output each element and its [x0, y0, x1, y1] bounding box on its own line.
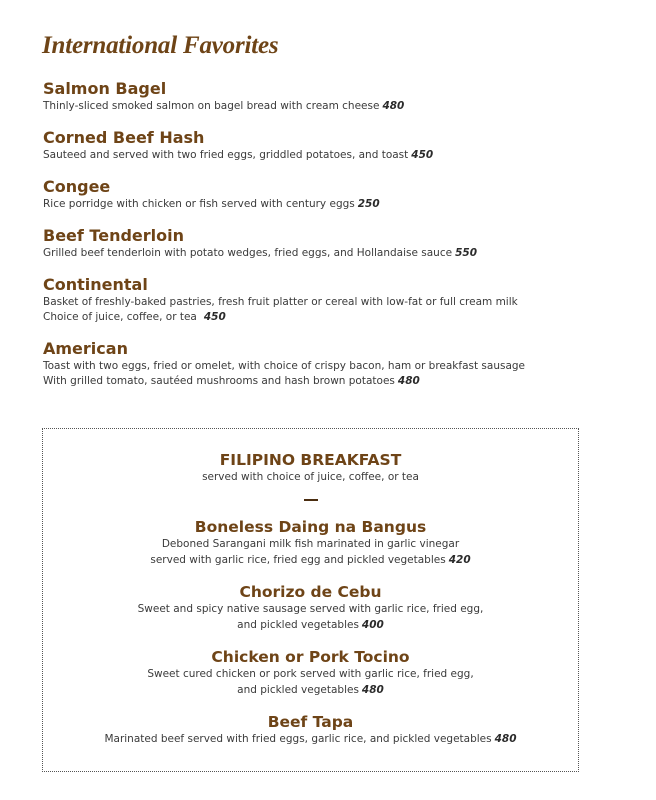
item-price: 420 [448, 553, 471, 566]
menu-item-chicken-or-pork-tocino [43, 647, 578, 698]
section-title-international: International Favorites [42, 32, 279, 59]
item-description: Basket of freshly-baked pastries, fresh fruit platter or cereal with low-fat or full cream milk Choice of juice, coffee, or tea 450 [43, 296, 518, 323]
item-description: Grilled beef tenderloin with potato wedges, fried eggs, and Hollandaise sauce 550 [43, 247, 477, 259]
item-description: Sweet cured chicken or pork served with garlic rice, fried egg, and pickled vegetables 480 [147, 668, 474, 696]
item-price: 450 [411, 149, 434, 161]
item-description: Deboned Sarangani milk fish marinated in garlic vinegar served with garlic rice, fried egg and pickled vegetables 420 [150, 538, 471, 566]
item-price: 480 [397, 375, 420, 387]
item-price: 250 [357, 198, 380, 210]
item-description: Thinly-sliced smoked salmon on bagel bread with cream cheese 480 [43, 100, 405, 112]
menu-item-beef-tapa [43, 712, 578, 748]
item-price: 450 [203, 311, 226, 323]
item-name: Beef Tenderloin [43, 226, 185, 245]
item-price: 480 [494, 733, 517, 745]
menu-item-beef-tenderloin [43, 226, 643, 261]
item-name: American [43, 339, 128, 358]
item-description: Sauteed and served with two fried eggs, griddled potatoes, and toast 450 [43, 149, 434, 161]
menu-item-american [43, 339, 643, 389]
menu-item-salmon-bagel [43, 79, 643, 114]
item-name: Boneless Daing na Bangus [194, 518, 427, 536]
item-price: 480 [382, 100, 405, 112]
item-name: Salmon Bagel [43, 79, 167, 98]
item-price: 400 [361, 618, 384, 631]
item-name: Continental [43, 275, 148, 294]
menu-item-corned-beef-hash [43, 128, 643, 163]
item-name: Chicken or Pork Tocino [211, 648, 410, 666]
divider [304, 499, 318, 501]
international-menu-list [43, 79, 643, 389]
item-name: Congee [43, 177, 111, 196]
menu-item-continental [43, 275, 643, 325]
item-price: 480 [361, 683, 384, 696]
section-subtitle: served with choice of juice, coffee, or tea [202, 471, 419, 483]
item-price: 550 [455, 247, 477, 259]
menu-item-congee [43, 177, 643, 212]
section-title-filipino: FILIPINO BREAKFAST [219, 451, 402, 469]
item-description: Marinated beef served with fried eggs, garlic rice, and pickled vegetables 480 [104, 733, 517, 745]
menu-item-chorizo-de-cebu [43, 582, 578, 633]
item-name: Chorizo de Cebu [239, 583, 382, 601]
menu-item-daing-na-bangus [43, 517, 578, 568]
item-description: Rice porridge with chicken or fish served with century eggs 250 [43, 198, 380, 210]
item-name: Beef Tapa [267, 713, 354, 731]
item-description: Toast with two eggs, fried or omelet, with choice of crispy bacon, ham or breakfast sausage With grilled tomato, sautéed mushrooms and hash brown potatoes 480 [43, 360, 526, 387]
item-description: Sweet and spicy native sausage served with garlic rice, fried egg, and pickled vegetables 400 [137, 603, 484, 631]
item-name: Corned Beef Hash [43, 128, 205, 147]
filipino-breakfast-box [42, 428, 579, 772]
